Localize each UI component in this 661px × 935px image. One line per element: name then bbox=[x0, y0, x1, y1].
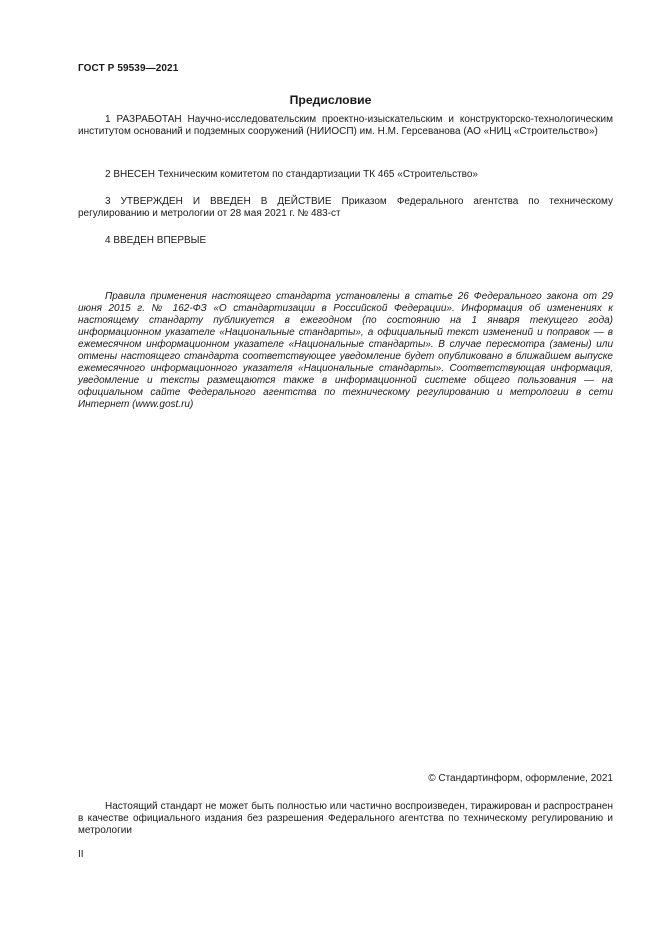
paragraph-submitted: 2 ВНЕСЕН Техническим комитетом по стандартизации ТК 465 «Строительство» bbox=[105, 169, 478, 180]
copyright-line: © Стандартинформ, оформление, 2021 bbox=[428, 773, 613, 784]
paragraph-first-introduced: 4 ВВЕДЕН ВПЕРВЫЕ bbox=[105, 235, 207, 246]
paragraph-approved: 3 УТВЕРЖДЕН И ВВЕДЕН В ДЕЙСТВИЕ Приказом Федерального агентства по техническому регулированию и метрологии от 28 мая 2021 г. № 483-ст bbox=[78, 196, 613, 219]
section-title: Предисловие bbox=[289, 93, 372, 107]
rules-notice: Правила применения настоящего стандарта установлены в статье 26 Федерального закона от 29 июня 2015 г. № 162-ФЗ «О стандартизации в Российской Федерации». Информация об изменениях к настоящему стандарту публикуется в ежегодном (по состоянию на 1 января текущего года) информационном указателе «Национальные стандарты», а официальный текст изменений и поправок — в ежемесячном информационном указателе «Национальные стандарты». В случае пересмотра (замены) или отмены настоящего стандарта соответствующее уведомление будет опубликовано в ближайшем выпуске ежемесячного информационного указателя «Национальные стандарты». Соответствующая информация, уведомление и тексты размещаются также в информационной системе общего пользования — на официальном сайте Федерального агентства по техническому регулированию и метрологии в сети Интернет (www.gost.ru) bbox=[78, 291, 613, 410]
standard-code: ГОСТ Р 59539—2021 bbox=[78, 63, 179, 74]
reproduction-notice: Настоящий стандарт не может быть полностью или частично воспроизведен, тиражирован и распространен в качестве официального издания без разрешения Федерального агентства по техническому регулированию и метрологии bbox=[78, 801, 613, 836]
page-number: II bbox=[78, 849, 84, 860]
paragraph-developed: 1 РАЗРАБОТАН Научно-исследовательским проектно-изыскательским и конструкторско-технологическим институтом оснований и подземных сооружений (НИИОСП) им. Н.М. Герсеванова (АО «НИЦ «Строительство») bbox=[78, 114, 613, 137]
